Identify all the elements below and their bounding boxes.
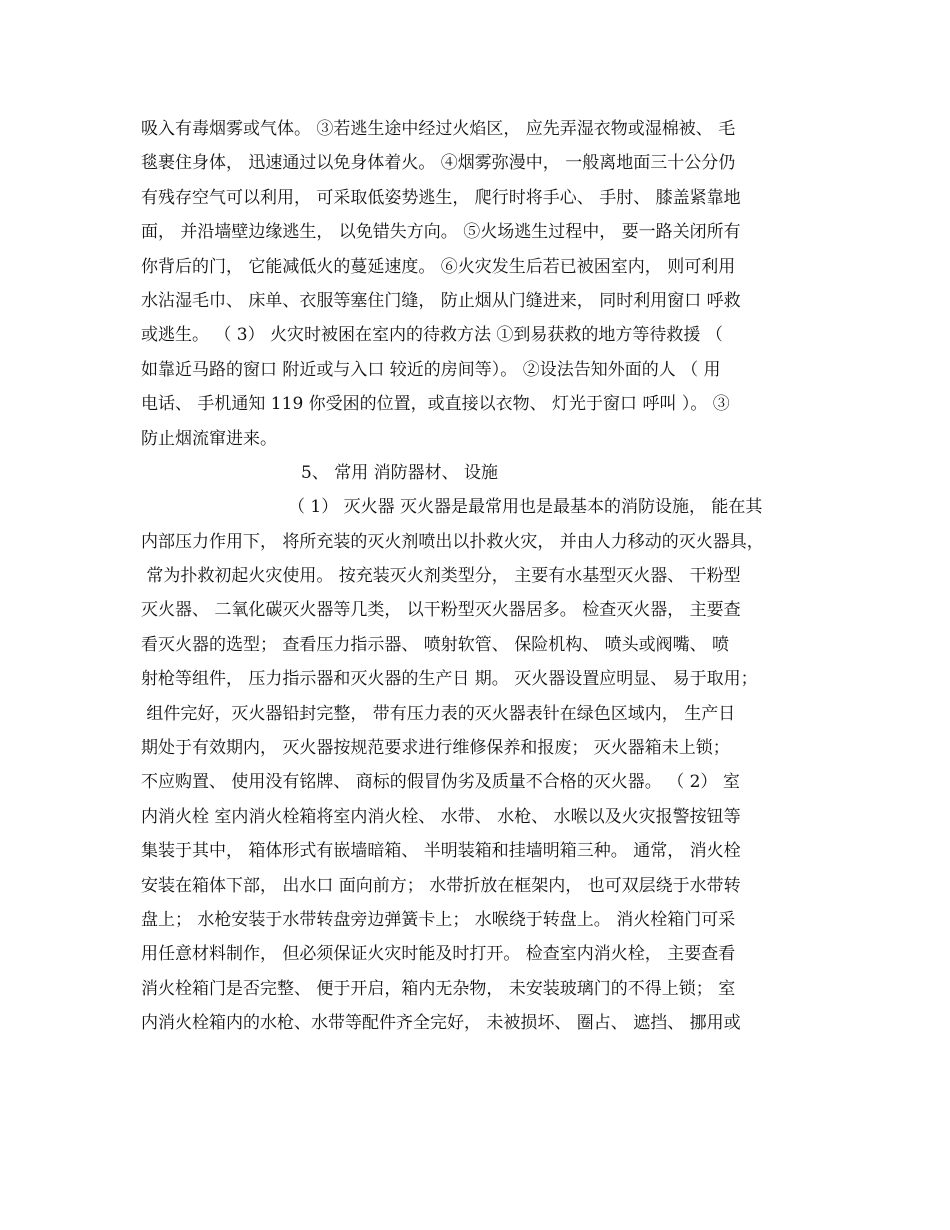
text-line: 电话、 手机通知 119 你受困的位置，或直接以衣物、 灯光于窗口 呼叫 ）。 ③ [141,394,730,415]
text-line: 内消火栓 室内消火栓箱将室内消火栓、 水带、 水枪、 水喉以及火灾报警按钮等 [141,806,741,827]
text-line: 不应购置、 使用没有铭牌、 商标的假冒伪劣及质量不合格的灭火器。 （ 2） 室 [141,772,740,793]
paragraph-first-line: （ 1） 灭火器 灭火器是最常用也是最基本的消防设施， 能在其 [288,497,763,518]
text-line: 面， 并沿墙壁边缘逃生， 以免错失方向。 ⑤火场逃生过程中， 要一路关闭所有 [141,222,741,243]
text-line: 常为扑救初起火灾使用。 按充装灭火剂类型分， 主要有水基型灭火器、 干粉型 [141,566,741,587]
text-line: 有残存空气可以利用， 可采取低姿势逃生， 爬行时将手心、 手肘、 膝盖紧靠地 [141,187,741,208]
text-line: 水沾湿毛巾、 床单、衣服等塞住门缝， 防止烟从门缝进来， 同时利用窗口 呼救 [141,290,741,311]
text-line: 消火栓箱门是否完整、 便于开启，箱内无杂物， 未安装玻璃门的不得上锁； 室 [141,978,736,999]
text-line: 如靠近马路的窗口 附近或与入口 较近的房间等）。 ②设法告知外面的人 （ 用 [141,359,721,380]
text-line: 盘上； 水枪安装于水带转盘旁边弹簧卡上； 水喉绕于转盘上。 消火栓箱门可采 [141,909,736,930]
document-body [141,112,831,1041]
text-line: 或逃生。 （ 3） 火灾时被困在室内的待救方法 ①到易获救的地方等待救援 （ [141,325,723,346]
text-line: 期处于有效期内， 灭火器按规范要求进行维修保养和报废； 灭火器箱未上锁； [141,738,730,759]
text-line: 内部压力作用下， 将所充装的灭火剂喷出以扑救火灾， 并由人力移动的灭火器具， [141,531,764,552]
text-line: 射枪等组件， 压力指示器和灭火器的生产日 期。 灭火器设置应明显、 易于取用； [141,669,758,690]
text-line: 组件完好，灭火器铅封完整， 带有压力表的灭火器表针在绿色区域内， 生产日 [141,703,736,724]
text-line: 你背后的门， 它能减低火的蔓延速度。 ⑥火灾发生后若已被困室内， 则可利用 [141,256,736,277]
text-line: 集装于其中， 箱体形式有嵌墙暗箱、 半明装箱和挂墙明箱三种。 通常， 消火栓 [141,841,741,862]
section-heading: 5、 常用 消防器材、 设施 [301,462,499,483]
text-line: 毯裹住身体， 迅速通过以免身体着火。 ④烟雾弥漫中， 一般离地面三十公分仍 [141,153,736,174]
text-line: 内消火栓箱内的水枪、水带等配件齐全完好， 未被损坏、 圈占、 遮挡、 挪用或 [141,1013,741,1034]
text-line: 防止烟流窜进来。 [141,428,277,449]
text-line: 吸入有毒烟雾或气体。 ③若逃生途中经过火焰区， 应先弄湿衣物或湿棉被、 毛 [141,119,736,139]
text-line: 看灭火器的选型； 查看压力指示器、 喷射软管、 保险机构、 喷头或阀嘴、 喷 [141,634,730,655]
text-line: 用任意材料制作， 但必须保证火灾时能及时打开。 检查室内消火栓， 主要查看 [141,944,736,965]
text-line: 灭火器、 二氧化碳灭火器等几类， 以干粉型灭火器居多。 检查灭火器， 主要查 [141,600,741,621]
text-line: 安装在箱体下部， 出水口 面向前方； 水带折放在框架内， 也可双层绕于水带转 [141,875,741,896]
